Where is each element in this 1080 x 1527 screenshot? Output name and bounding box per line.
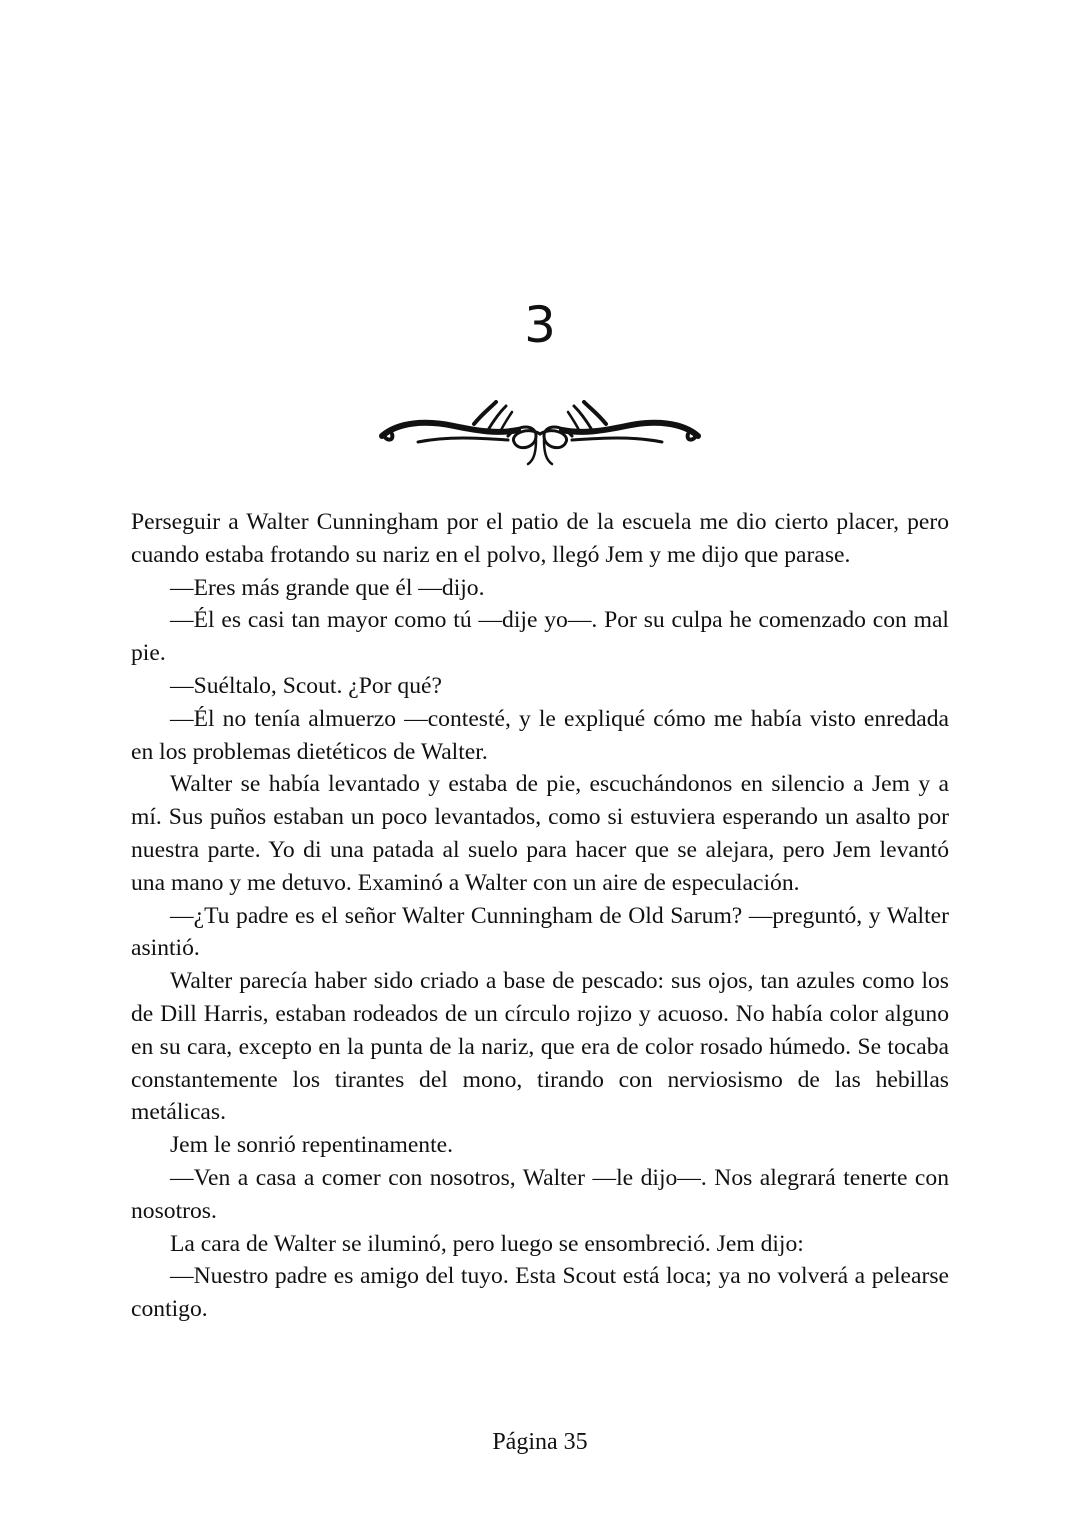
paragraph: Jem le sonrió repentinamente.: [170, 1132, 454, 1159]
chapter-number: 3: [524, 296, 556, 354]
paragraph: Walter parecía haber sido criado a base de pescado: sus ojos, tan azules como los de Dill Harris, estaban rodeados de un círculo rojizo y acuoso. No había color alguno en su cara, excepto en la punta de la nariz, que era de color rosado húmedo. Se tocaba constantemente los tirantes del mono, tirando con nerviosismo de las hebillas metálicas.: [131, 968, 949, 1126]
paragraph: —Ven a casa a comer con nosotros, Walter —le dijo—. Nos alegrará tenerte con nosotros.: [131, 1164, 949, 1224]
paragraph: Perseguir a Walter Cunningham por el patio de la escuela me dio cierto placer, pero cuando estaba frotando su nariz en el polvo, llegó Jem y me dijo que parase.: [131, 509, 949, 568]
paragraph: —Él no tenía almuerzo —contesté, y le expliqué cómo me había visto enredada en los problemas dietéticos de Walter.: [131, 705, 949, 765]
paragraph: —Suéltalo, Scout. ¿Por qué?: [170, 672, 442, 699]
paragraph: —Él es casi tan mayor como tú —dije yo—. Por su culpa he comenzado con mal pie.: [131, 607, 949, 667]
paragraph: Walter se había levantado y estaba de pie, escuchándonos en silencio a Jem y a mí. Sus puños estaban un poco levantados, como si estuviera esperando un asalto por nuestra parte. Yo di una patada al suelo para hacer que se alejara, pero Jem levantó una mano y me detuvo. Examinó a Walter con un aire de especulación.: [131, 771, 949, 896]
paragraph: La cara de Walter se iluminó, pero luego se ensombreció. Jem dijo:: [170, 1230, 804, 1257]
page-number: Página 35: [492, 1429, 588, 1455]
paragraph: —¿Tu padre es el señor Walter Cunningham de Old Sarum? —preguntó, y Walter asintió.: [131, 902, 949, 962]
chapter-text: [131, 506, 949, 1326]
paragraph: —Eres más grande que él —dijo.: [170, 574, 485, 601]
paragraph: —Nuestro padre es amigo del tuyo. Esta Scout está loca; ya no volverá a pelearse contigo.: [131, 1263, 949, 1323]
flourish-divider-icon: [378, 396, 702, 468]
